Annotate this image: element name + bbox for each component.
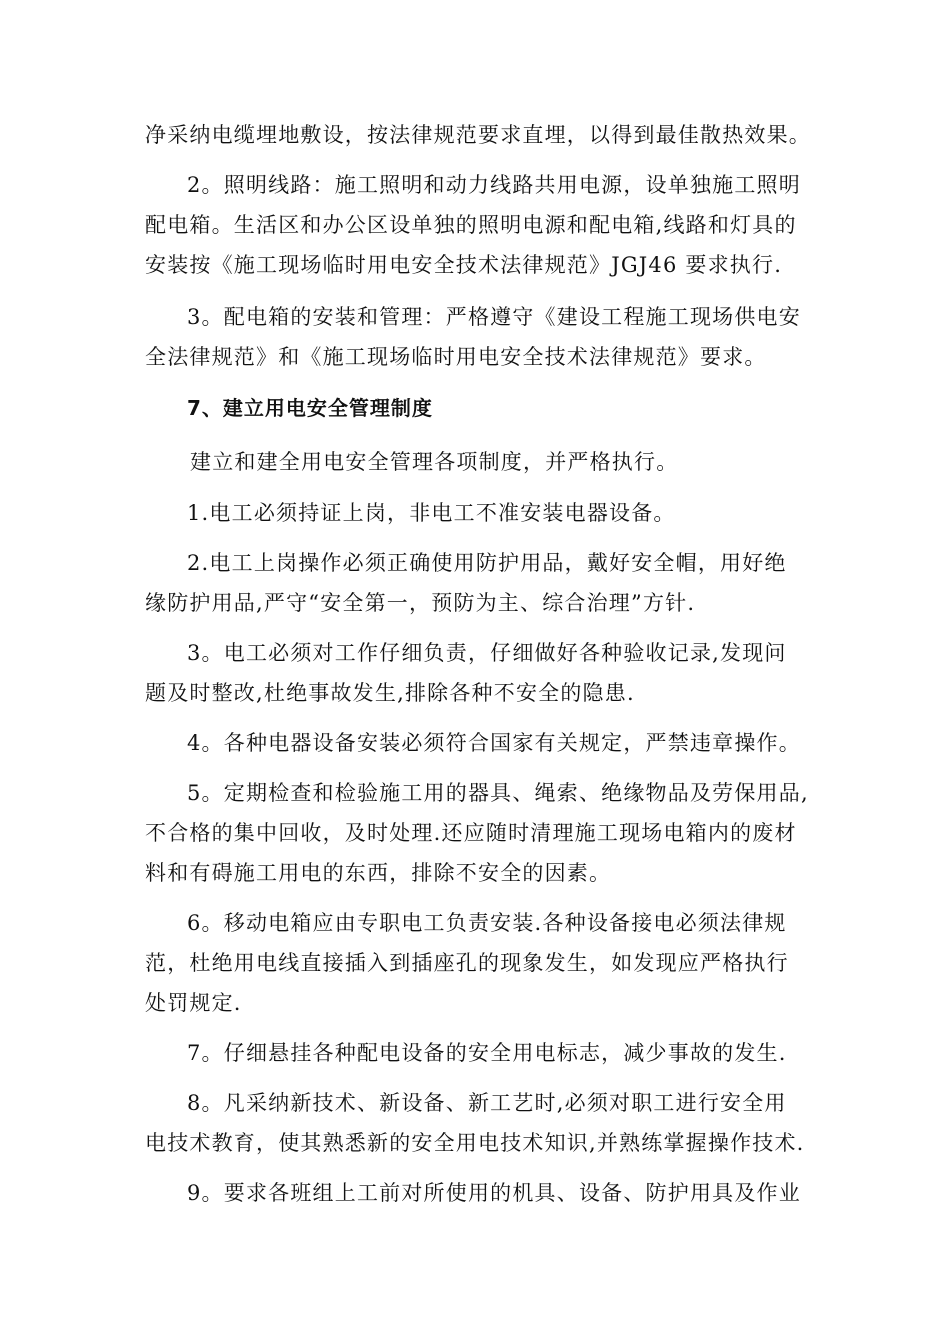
paragraph-line: 1.电工必须持证上岗，非电工不准安装电器设备。: [187, 501, 676, 525]
paragraph-line: 料和有碍施工用电的东西，排除不安全的因素。: [145, 861, 612, 885]
paragraph-line: 3。配电箱的安装和管理：严格遵守《建设工程施工现场供电安: [187, 305, 801, 329]
paragraph-line: 配电箱。生活区和办公区设单独的照明电源和配电箱,线路和灯具的: [145, 213, 797, 237]
paragraph-line: 3。电工必须对工作仔细负责，仔细做好各种验收记录,发现问: [187, 641, 787, 665]
paragraph-line: 建立和建全用电安全管理各项制度，并严格执行。: [190, 450, 679, 474]
paragraph-line: 9。要求各班组上工前对所使用的机具、设备、防护用具及作业: [187, 1181, 801, 1205]
section-heading: 7、建立用电安全管理制度: [187, 396, 433, 420]
paragraph-line: 4。各种电器设备安装必须符合国家有关规定，严禁违章操作。: [187, 731, 801, 755]
paragraph-line: 2。照明线路：施工照明和动力线路共用电源，设单独施工照明: [187, 173, 801, 197]
paragraph-line: 不合格的集中回收，及时处理.还应随时清理施工现场电箱内的废材: [145, 821, 797, 845]
paragraph-line: 题及时整改,杜绝事故发生,排除各种不安全的隐患.: [145, 681, 635, 705]
paragraph-line: 8。凡采纳新技术、新设备、新工艺时,必须对职工进行安全用: [187, 1091, 787, 1115]
paragraph-line: 电技术教育，使其熟悉新的安全用电技术知识,并熟练掌握操作技术.: [145, 1131, 805, 1155]
paragraph-line: 缘防护用品,严守“安全第一，预防为主、综合治理”方针.: [145, 591, 696, 615]
paragraph-line: 5。定期检查和检验施工用的器具、绳索、绝缘物品及劳保用品,: [187, 781, 809, 805]
paragraph-line: 范，杜绝用电线直接插入到插座孔的现象发生，如发现应严格执行: [145, 951, 789, 975]
paragraph-line: 2.电工上岗操作必须正确使用防护用品，戴好安全帽，用好绝: [187, 551, 787, 575]
paragraph-line: 全法律规范》和《施工现场临时用电安全技术法律规范》要求。: [145, 345, 767, 369]
paragraph-line: 6。移动电箱应由专职电工负责安装.各种设备接电必须法律规: [187, 911, 787, 935]
paragraph-line: 净采纳电缆埋地敷设，按法律规范要求直埋，以得到最佳散热效果。: [145, 123, 811, 147]
paragraph-line: 处罚规定.: [145, 991, 242, 1015]
paragraph-line: 安装按《施工现场临时用电安全技术法律规范》JGJ46 要求执行.: [145, 253, 783, 277]
paragraph-line: 7。仔细悬挂各种配电设备的安全用电标志，减少事故的发生.: [187, 1041, 787, 1065]
